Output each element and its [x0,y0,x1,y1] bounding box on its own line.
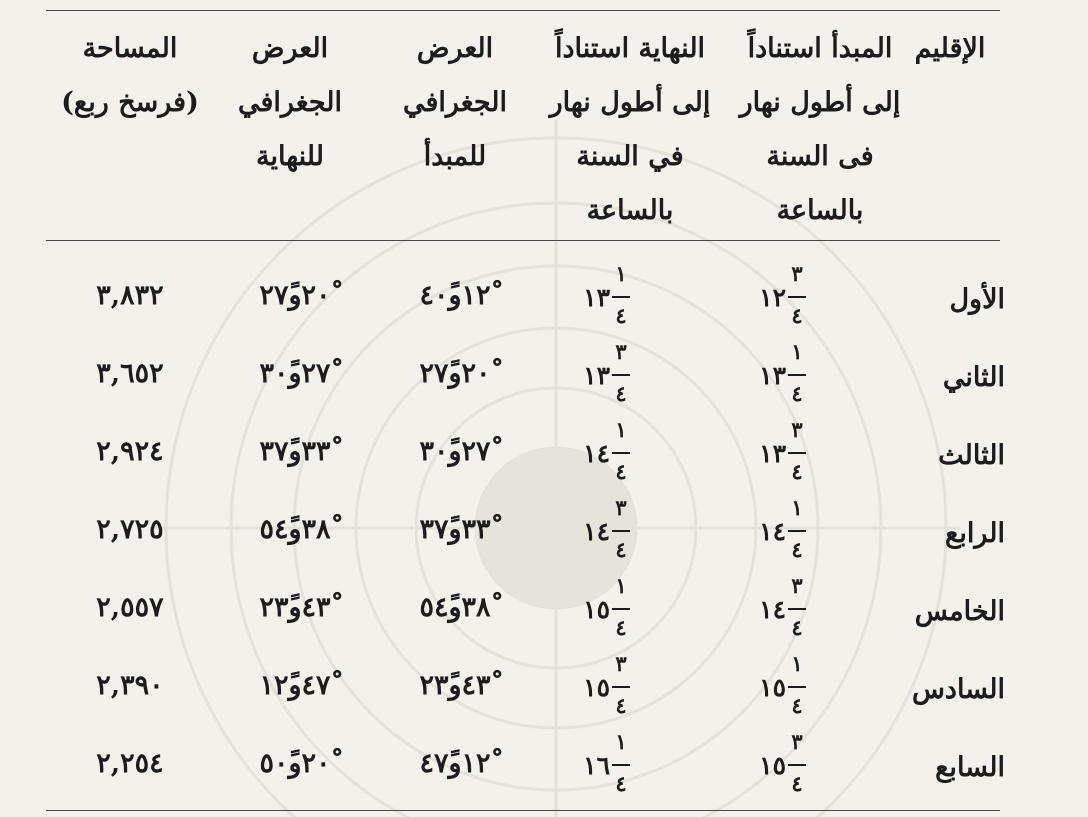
fraction-bar [788,608,806,610]
area-value: ٢,٢٥٤ [96,748,164,779]
lat-end-value: ٤٣ْو٢٣ً [259,592,331,623]
start-mixed-fraction [748,416,848,496]
fraction-whole: ١٤ [583,517,610,546]
fraction-bar [788,686,806,688]
area-value: ٣,٨٣٢ [96,280,164,311]
fraction-numerator: ١ [615,417,627,442]
fraction-whole: ١٣ [583,283,610,312]
fraction-numerator: ١ [615,261,627,286]
fraction-denominator: ٤ [615,693,627,718]
fraction-denominator: ٤ [615,459,627,484]
lat-end-value: ٣٣ْو٣٧ً [259,436,331,467]
end-mixed-fraction [572,338,672,418]
header-start: المبدأ استناداً إلى أطول نهار فى السنة بالساعة [739,33,901,226]
fraction-whole: ١٥ [759,673,786,702]
region-name: الرابع [944,518,1005,549]
header-end: النهاية استناداً إلى أطول نهار في السنة بالساعة [549,33,711,226]
fraction-numerator: ١ [615,573,627,598]
fraction-bar [788,452,806,454]
start-mixed-fraction [748,260,848,340]
fraction-denominator: ٤ [615,381,627,406]
fraction-whole: ١٤ [759,595,786,624]
fraction-numerator: ١ [791,495,803,520]
area-value: ٢,٧٢٥ [96,514,164,545]
fraction-denominator: ٤ [791,615,803,640]
start-mixed-fraction [748,338,848,418]
region-name: الخامس [914,596,1005,627]
fraction-bar [788,530,806,532]
area-value: ٣,٦٥٢ [96,358,164,389]
fraction-whole: ١٣ [759,361,786,390]
fraction-whole: ١٢ [759,283,786,312]
fraction-denominator: ٤ [791,381,803,406]
fraction [610,338,632,418]
lat-end-value: ٢٧ْو٣٠ً [259,358,331,389]
fraction-bar [788,374,806,376]
lat-end-value: ٢٠ْو٥٠ً [259,748,331,779]
fraction-denominator: ٤ [791,537,803,562]
end-mixed-fraction [572,650,672,730]
end-mixed-fraction [572,416,672,496]
fraction [610,494,632,574]
fraction-bar [612,452,630,454]
header-area: المساحة (فرسخ ربع) [61,33,199,118]
lat-end-value: ٤٧ْو١٢ً [259,670,331,701]
fraction-numerator: ١ [791,651,803,676]
fraction-whole: ١٥ [759,751,786,780]
fraction-numerator: ٣ [791,417,803,442]
header-lat_start: العرض الجغرافي للمبدأ [403,33,507,172]
fraction-numerator: ٣ [615,651,627,676]
table-header-rule [46,240,1000,241]
fraction-numerator: ٣ [791,729,803,754]
region-name: الثالث [938,440,1005,471]
fraction-bar [612,608,630,610]
fraction-denominator: ٤ [615,771,627,796]
lat-start-value: ٤٣ْو٢٣ً [419,670,491,701]
table-top-rule [46,10,1000,11]
region-name: الأول [949,284,1005,315]
fraction [786,416,808,496]
end-mixed-fraction [572,260,672,340]
fraction-bar [788,296,806,298]
lat-start-value: ١٢ْو٤٧ً [419,748,491,779]
region-name: الثاني [942,362,1005,393]
fraction-numerator: ٣ [791,261,803,286]
fraction-bar [612,764,630,766]
fraction [786,728,808,808]
lat-start-value: ٣٣ْو٣٧ً [419,514,491,545]
fraction-bar [612,686,630,688]
header-lat_end: العرض الجغرافي للنهاية [238,33,342,172]
fraction [786,572,808,652]
fraction-denominator: ٤ [615,303,627,328]
fraction-whole: ١٥ [583,595,610,624]
fraction-denominator: ٤ [791,693,803,718]
fraction-denominator: ٤ [615,537,627,562]
fraction-bar [612,296,630,298]
area-value: ٢,٩٢٤ [96,436,164,467]
fraction-numerator: ٣ [791,573,803,598]
fraction-denominator: ٤ [791,459,803,484]
area-value: ٢,٣٩٠ [96,670,164,701]
fraction [610,728,632,808]
table-bottom-rule [46,810,1000,811]
lat-start-value: ٣٨ْو٥٤ً [419,592,491,623]
fraction-bar [612,530,630,532]
area-value: ٢,٥٥٧ [96,592,164,623]
start-mixed-fraction [748,728,848,808]
fraction-whole: ١٥ [583,673,610,702]
lat-start-value: ٢٧ْو٣٠ً [419,436,491,467]
start-mixed-fraction [748,572,848,652]
fraction-whole: ١٦ [583,751,610,780]
lat-start-value: ١٢ْو٤٠ً [419,280,491,311]
fraction-whole: ١٤ [583,439,610,468]
fraction-denominator: ٤ [791,771,803,796]
fraction-whole: ١٤ [759,517,786,546]
lat-start-value: ٢٠ْو٢٧ً [419,358,491,389]
header-region: الإقليم [914,33,986,64]
start-mixed-fraction [748,650,848,730]
fraction-numerator: ٣ [615,339,627,364]
fraction-denominator: ٤ [791,303,803,328]
lat-end-value: ٣٨ْو٥٤ً [259,514,331,545]
fraction-numerator: ٣ [615,495,627,520]
fraction [610,416,632,496]
lat-end-value: ٢٠ْو٢٧ً [259,280,331,311]
fraction [786,260,808,340]
end-mixed-fraction [572,572,672,652]
fraction [610,572,632,652]
fraction-bar [612,374,630,376]
fraction [786,338,808,418]
fraction [786,650,808,730]
fraction-whole: ١٣ [583,361,610,390]
fraction-numerator: ١ [615,729,627,754]
fraction [786,494,808,574]
end-mixed-fraction [572,728,672,808]
region-name: السابع [935,752,1005,783]
fraction-whole: ١٣ [759,439,786,468]
fraction [610,650,632,730]
fraction-denominator: ٤ [615,615,627,640]
fraction-bar [788,764,806,766]
region-name: السادس [911,674,1005,705]
end-mixed-fraction [572,494,672,574]
start-mixed-fraction [748,494,848,574]
fraction-numerator: ١ [791,339,803,364]
fraction [610,260,632,340]
